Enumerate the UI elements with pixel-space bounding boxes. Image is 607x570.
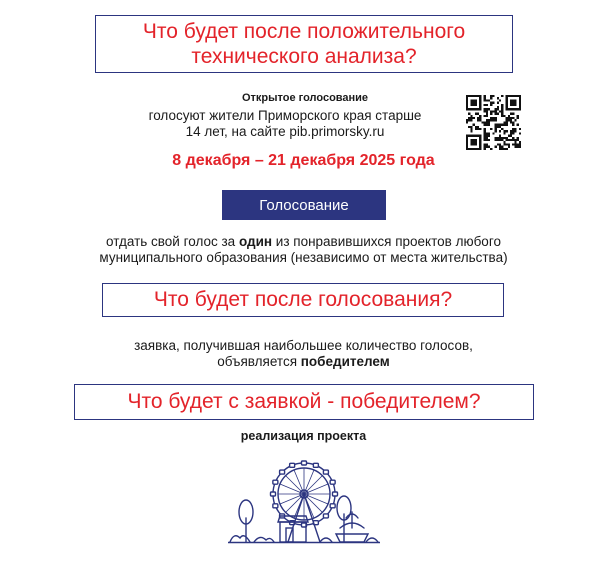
question-box-winner: [74, 384, 534, 420]
after-desc-text: объявляется: [217, 354, 301, 369]
ferris-wheel-park-illustration: [228, 452, 380, 548]
tree-left-icon: [239, 500, 253, 542]
voting-description-line2: муниципального образования (независимо от места жительства): [99, 250, 508, 265]
question1-line2: технического анализа?: [191, 45, 417, 68]
ferris-cabin: [333, 492, 338, 496]
question3-text: Что будет с заявкой - победителем?: [127, 390, 481, 413]
qr-code-icon[interactable]: [466, 95, 521, 150]
after-desc-line1: заявка, получившая наибольшее количество голосов,: [134, 338, 473, 353]
question-box-after-voting: [102, 283, 504, 317]
question2-text: Что будет после голосования?: [153, 288, 453, 311]
project-realization-label: реализация проекта: [240, 429, 367, 443]
ferris-cabin: [273, 480, 278, 484]
voters-line1: голосуют жители Приморского края старше: [148, 108, 422, 123]
desc-bold-one: один: [238, 234, 273, 249]
open-voting-label: Открытое голосование: [241, 92, 369, 104]
voting-description-line1: [40, 234, 567, 250]
desc-text-part1: отдать свой голос за: [106, 234, 239, 249]
desc-text-part2: из понравившихся проектов любого: [272, 234, 501, 249]
after-voting-description: [80, 338, 527, 370]
ferris-cabin: [330, 504, 335, 508]
ferris-cabin: [323, 514, 328, 518]
ferris-cabin: [290, 463, 295, 467]
voters-description: [110, 108, 460, 140]
voting-dates: 8 декабря – 21 декабря 2025 года: [172, 152, 435, 169]
ferris-cabin: [330, 480, 335, 484]
tree-right-icon: [337, 496, 351, 542]
question1-line1: Что будет после положительного: [142, 20, 466, 43]
ferris-cabin: [302, 461, 307, 465]
voters-line2: 14 лет, на сайте pib.primorsky.ru: [185, 124, 385, 139]
ferris-cabin: [271, 492, 276, 496]
after-desc-line2: [80, 354, 527, 370]
fountain-icon: [336, 512, 368, 542]
ferris-cabin: [313, 463, 318, 467]
voting-description: [40, 234, 567, 266]
question-box-technical-analysis: [95, 15, 513, 73]
ferris-cabin: [280, 470, 285, 474]
ferris-cabin: [273, 504, 278, 508]
voting-button[interactable]: Голосование: [222, 190, 386, 220]
after-desc-bold-winner: победителем: [300, 354, 390, 369]
bush-icons: [230, 536, 378, 542]
ferris-cabin: [323, 470, 328, 474]
